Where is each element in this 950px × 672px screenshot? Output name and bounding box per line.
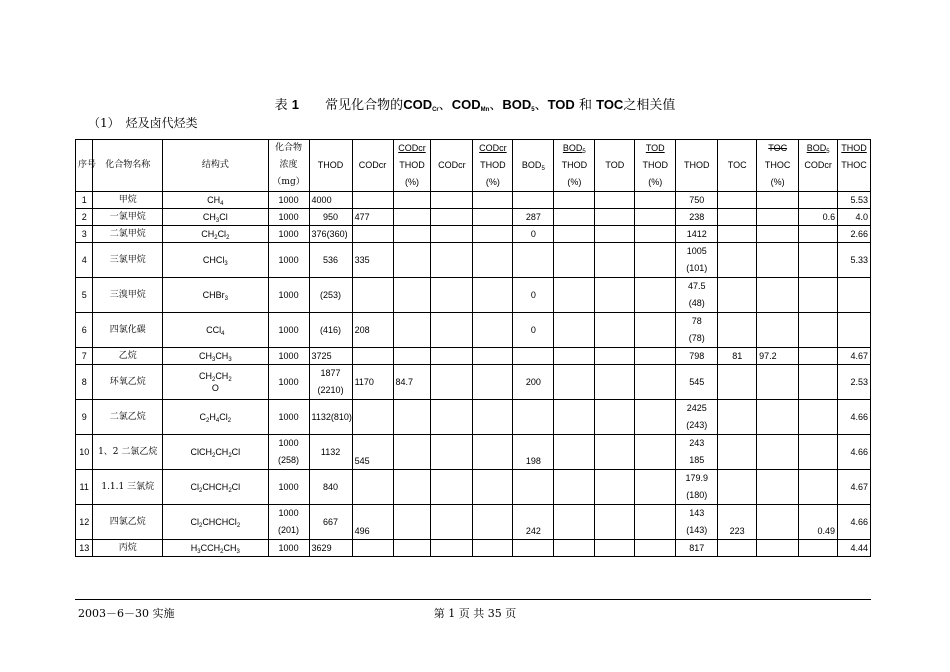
table-cell: 238 xyxy=(676,209,718,226)
table-cell xyxy=(473,400,513,435)
table-cell: 1000 xyxy=(268,400,309,435)
table-cell: $C_2H_4Cl_2$ xyxy=(163,400,269,435)
table-cell: 1 xyxy=(76,192,93,209)
header-codcr-thod-pct-2: CODcr THOD (%) xyxy=(473,140,513,192)
table-cell: 6 xyxy=(76,313,93,348)
table-cell: 1000 xyxy=(268,243,309,278)
table-cell: 0.49 xyxy=(799,505,838,540)
table-cell: $CH_3CH_3$ xyxy=(163,348,269,365)
table-cell xyxy=(757,540,799,557)
table-cell: 环氧乙烷 xyxy=(93,365,163,400)
table-cell xyxy=(393,470,431,505)
table-cell: 2.66 xyxy=(838,226,871,243)
table-cell: 1412 xyxy=(676,226,718,243)
table-cell xyxy=(431,226,473,243)
table-cell xyxy=(635,313,676,348)
table-cell xyxy=(718,540,757,557)
table-cell: 200 xyxy=(513,365,554,400)
table-cell: 287 xyxy=(513,209,554,226)
table-cell: 1000 xyxy=(268,470,309,505)
table-cell: 7 xyxy=(76,348,93,365)
table-cell xyxy=(595,540,635,557)
title-text: 常见化合物的 xyxy=(325,98,404,113)
table-cell: 四氯乙烷 xyxy=(93,505,163,540)
table-cell: 179.9 (180) xyxy=(676,470,718,505)
table-cell xyxy=(473,278,513,313)
table-cell xyxy=(393,348,431,365)
table-cell xyxy=(635,192,676,209)
table-cell xyxy=(352,348,393,365)
table-cell: CCl$_4$ xyxy=(163,313,269,348)
table-cell xyxy=(554,192,595,209)
table-cell xyxy=(635,365,676,400)
table-cell xyxy=(757,278,799,313)
header-formula: 结构式 xyxy=(163,140,269,192)
table-cell xyxy=(799,226,838,243)
table-cell xyxy=(595,348,635,365)
table-cell: 乙烷 xyxy=(93,348,163,365)
table-cell xyxy=(757,192,799,209)
table-cell xyxy=(718,243,757,278)
table-cell: 2.53 xyxy=(838,365,871,400)
table-cell: 817 xyxy=(676,540,718,557)
table-cell: 1000 xyxy=(268,226,309,243)
table-cell xyxy=(473,435,513,470)
table-cell xyxy=(473,365,513,400)
table-cell: 840 xyxy=(309,470,352,505)
table-cell: 3629 xyxy=(309,540,352,557)
table-cell xyxy=(757,313,799,348)
table-cell xyxy=(554,505,595,540)
table-cell: 242 xyxy=(513,505,554,540)
table-cell xyxy=(513,348,554,365)
table-cell: 335 xyxy=(352,243,393,278)
table-cell xyxy=(635,209,676,226)
table-cell: 9 xyxy=(76,400,93,435)
table-cell xyxy=(554,400,595,435)
table-cell xyxy=(718,313,757,348)
table-cell xyxy=(838,313,871,348)
title-cod-cr: $COD_{Cr}$ xyxy=(403,97,439,113)
table-cell xyxy=(431,365,473,400)
section-heading: （1） 烃及卤代烃类 xyxy=(88,116,198,130)
table-cell xyxy=(757,243,799,278)
table-cell: 3725 xyxy=(309,348,352,365)
table-cell: 二氯乙烷 xyxy=(93,400,163,435)
table-row xyxy=(76,226,871,243)
table-cell xyxy=(799,313,838,348)
table-cell: 47.5 (48) xyxy=(676,278,718,313)
table-cell xyxy=(431,209,473,226)
table-cell xyxy=(635,540,676,557)
table-cell xyxy=(757,470,799,505)
table-cell: 198 xyxy=(513,435,554,470)
table-cell: 0 xyxy=(513,226,554,243)
title-toc: TOC xyxy=(596,97,624,112)
table-cell xyxy=(431,505,473,540)
header-toc-thoc-pct: TOC THOC (%) xyxy=(757,140,799,192)
title-number: 1 xyxy=(291,97,300,112)
table-cell: 三溴甲烷 xyxy=(93,278,163,313)
table-cell xyxy=(595,243,635,278)
table-cell xyxy=(635,278,676,313)
table-cell: 1000 (201) xyxy=(268,505,309,540)
table-cell xyxy=(393,243,431,278)
table-cell xyxy=(554,470,595,505)
table-cell: 4.66 xyxy=(838,435,871,470)
table-cell: $CH_3Cl$ xyxy=(163,209,269,226)
table-cell xyxy=(757,226,799,243)
table-cell xyxy=(352,540,393,557)
table-row xyxy=(76,209,871,226)
table-cell xyxy=(473,226,513,243)
table-cell xyxy=(595,470,635,505)
table-cell: 667 xyxy=(309,505,352,540)
table-cell: 丙烷 xyxy=(93,540,163,557)
table-cell xyxy=(393,505,431,540)
header-name: 化合物名称 xyxy=(93,140,163,192)
table-cell: 4.66 xyxy=(838,400,871,435)
table-cell xyxy=(431,192,473,209)
table-cell xyxy=(431,435,473,470)
table-cell: 13 xyxy=(76,540,93,557)
table-cell xyxy=(718,365,757,400)
table-cell: 10 xyxy=(76,435,93,470)
table-cell: 5.33 xyxy=(838,243,871,278)
table-cell: 750 xyxy=(676,192,718,209)
header-row xyxy=(76,140,871,192)
table-cell xyxy=(554,435,595,470)
table-title: 表 1 常见化合物的$COD_{Cr}$、$COD_{Mn}$、$BOD_5$、TOD 和 TOC之相关值 xyxy=(274,97,676,113)
table-cell xyxy=(718,226,757,243)
footer-page-number: 第 1 页 共 35 页 xyxy=(433,607,517,620)
table-cell: 545 xyxy=(352,435,393,470)
table-cell xyxy=(635,400,676,435)
table-cell: 三氯甲烷 xyxy=(93,243,163,278)
table-cell xyxy=(431,348,473,365)
header-tod-thod-pct: TOD THOD (%) xyxy=(635,140,676,192)
table-cell xyxy=(595,209,635,226)
table-cell: 950 xyxy=(309,209,352,226)
table-cell xyxy=(799,348,838,365)
table-cell: $Cl_2CHCH_2Cl$ xyxy=(163,470,269,505)
table-cell: 11 xyxy=(76,470,93,505)
table-cell xyxy=(513,540,554,557)
table-row xyxy=(76,435,871,470)
table-cell: 1132(810) xyxy=(309,400,352,435)
table-cell: 477 xyxy=(352,209,393,226)
table-cell: 3 xyxy=(76,226,93,243)
table-cell xyxy=(473,313,513,348)
table-cell xyxy=(799,540,838,557)
table-cell xyxy=(595,313,635,348)
table-cell: 1132 xyxy=(309,435,352,470)
table-cell xyxy=(513,470,554,505)
table-cell xyxy=(718,192,757,209)
table-cell xyxy=(431,540,473,557)
footer-divider xyxy=(75,599,871,600)
table-cell: 243 185 xyxy=(676,435,718,470)
table-cell: 0.6 xyxy=(799,209,838,226)
table-cell xyxy=(473,470,513,505)
table-cell: 1000 xyxy=(268,540,309,557)
table-cell: 1.1.1 三氯烷 xyxy=(93,470,163,505)
table-cell xyxy=(431,470,473,505)
table-cell: 81 xyxy=(718,348,757,365)
header-tod: TOD xyxy=(595,140,635,192)
table-cell: $Cl_2CHCHCl_2$ xyxy=(163,505,269,540)
table-cell xyxy=(595,435,635,470)
table-row xyxy=(76,505,871,540)
table-cell xyxy=(635,505,676,540)
table-cell xyxy=(393,540,431,557)
table-cell: 78 (78) xyxy=(676,313,718,348)
table-cell: 4 xyxy=(76,243,93,278)
table-cell xyxy=(431,243,473,278)
table-cell xyxy=(757,365,799,400)
table-cell xyxy=(473,348,513,365)
table-cell xyxy=(595,278,635,313)
table-cell: $H_3CCH_2CH_3$ xyxy=(163,540,269,557)
table-cell xyxy=(718,278,757,313)
table-cell xyxy=(554,540,595,557)
table-row xyxy=(76,192,871,209)
table-cell xyxy=(393,435,431,470)
table-cell: 1000 (258) xyxy=(268,435,309,470)
table-cell xyxy=(473,209,513,226)
title-cod-mn: $COD_{Mn}$ xyxy=(451,97,490,113)
table-cell: 四氯化碳 xyxy=(93,313,163,348)
table-row xyxy=(76,540,871,557)
table-cell xyxy=(473,192,513,209)
table-cell xyxy=(393,209,431,226)
header-thod-thoc: THOD THOC xyxy=(838,140,871,192)
footer-date: 2003－6－30 实施 xyxy=(78,607,175,620)
table-cell: 1000 xyxy=(268,313,309,348)
table-cell xyxy=(718,209,757,226)
table-cell xyxy=(595,365,635,400)
table-cell: 1877 (2210) xyxy=(309,365,352,400)
table-cell xyxy=(473,540,513,557)
table-cell: 1000 xyxy=(268,365,309,400)
table-cell: 798 xyxy=(676,348,718,365)
header-toc: TOC xyxy=(718,140,757,192)
table-cell xyxy=(431,278,473,313)
table-cell: 4000 xyxy=(309,192,352,209)
table-cell xyxy=(799,365,838,400)
table-cell xyxy=(838,278,871,313)
table-cell xyxy=(635,348,676,365)
table-cell xyxy=(431,313,473,348)
table-cell xyxy=(799,243,838,278)
table-cell xyxy=(473,505,513,540)
table-cell: 2425 (243) xyxy=(676,400,718,435)
table-cell xyxy=(635,243,676,278)
table-cell xyxy=(595,226,635,243)
table-cell xyxy=(352,470,393,505)
header-no: 序号 xyxy=(76,140,93,192)
table-cell xyxy=(799,435,838,470)
table-cell: 0 xyxy=(513,278,554,313)
table-cell xyxy=(352,400,393,435)
table-cell: CHCl$_3$ xyxy=(163,243,269,278)
header-thod-2: THOD xyxy=(676,140,718,192)
table-cell: 496 xyxy=(352,505,393,540)
header-bod5-codcr: $BOD_5$ CODcr xyxy=(799,140,838,192)
table-cell xyxy=(393,313,431,348)
table-cell xyxy=(393,400,431,435)
table-row xyxy=(76,348,871,365)
table-cell: (416) xyxy=(309,313,352,348)
table-cell: 4.0 xyxy=(838,209,871,226)
table-cell xyxy=(554,348,595,365)
table-cell: 2 xyxy=(76,209,93,226)
table-cell: 536 xyxy=(309,243,352,278)
table-cell xyxy=(554,226,595,243)
table-cell xyxy=(513,400,554,435)
table-cell xyxy=(635,226,676,243)
table-cell xyxy=(757,209,799,226)
table-cell xyxy=(393,226,431,243)
table-row xyxy=(76,470,871,505)
table-cell xyxy=(352,278,393,313)
table-cell xyxy=(718,400,757,435)
header-codcr-2: CODcr xyxy=(431,140,473,192)
table-cell: 1000 xyxy=(268,348,309,365)
table-row xyxy=(76,400,871,435)
header-codcr: CODcr xyxy=(352,140,393,192)
header-bod5-thod-pct: $BOD_5$ THOD (%) xyxy=(554,140,595,192)
table-cell: $ClCH_2CH_2Cl$ xyxy=(163,435,269,470)
table-cell: 4.67 xyxy=(838,470,871,505)
table-cell xyxy=(473,243,513,278)
table-cell: 一氯甲烷 xyxy=(93,209,163,226)
table-cell: 1005 (101) xyxy=(676,243,718,278)
table-cell: 5.53 xyxy=(838,192,871,209)
table-cell xyxy=(393,192,431,209)
table-cell: 208 xyxy=(352,313,393,348)
table-cell: 1170 xyxy=(352,365,393,400)
table-cell: 12 xyxy=(76,505,93,540)
table-row xyxy=(76,365,871,400)
data-table xyxy=(75,139,871,557)
table-cell xyxy=(393,278,431,313)
table-cell xyxy=(595,192,635,209)
table-cell xyxy=(595,400,635,435)
table-cell xyxy=(635,470,676,505)
table-cell: 97.2 xyxy=(757,348,799,365)
table-cell: 545 xyxy=(676,365,718,400)
table-cell xyxy=(431,400,473,435)
table-cell: 1、2 二氯乙烷 xyxy=(93,435,163,470)
table-cell xyxy=(799,192,838,209)
table-cell: 4.44 xyxy=(838,540,871,557)
table-cell xyxy=(352,192,393,209)
table-cell: 甲烷 xyxy=(93,192,163,209)
table-cell: 4.67 xyxy=(838,348,871,365)
header-thod: THOD xyxy=(309,140,352,192)
table-cell: $CH_2Cl_2$ xyxy=(163,226,269,243)
table-cell xyxy=(757,400,799,435)
table-cell: CHBr$_3$ xyxy=(163,278,269,313)
table-cell: 二氯甲烷 xyxy=(93,226,163,243)
table-cell xyxy=(513,243,554,278)
title-bod: $BOD_5$ xyxy=(502,97,535,113)
table-cell xyxy=(799,400,838,435)
table-cell xyxy=(799,278,838,313)
table-cell xyxy=(554,243,595,278)
table-cell: 4.66 xyxy=(838,505,871,540)
table-cell xyxy=(554,365,595,400)
header-concentration: 化合物 浓度 （mg） xyxy=(268,140,309,192)
table-cell xyxy=(554,209,595,226)
table-row xyxy=(76,243,871,278)
header-codcr-thod-pct: CODcr THOD (%) xyxy=(393,140,431,192)
table-cell: 1000 xyxy=(268,209,309,226)
table-cell: 84.7 xyxy=(393,365,431,400)
table-cell xyxy=(554,313,595,348)
table-cell xyxy=(635,435,676,470)
table-cell: 1000 xyxy=(268,192,309,209)
table-cell xyxy=(757,505,799,540)
table-cell xyxy=(352,226,393,243)
table-cell: $CH_4$ xyxy=(163,192,269,209)
table-cell: 223 xyxy=(718,505,757,540)
table-cell: 8 xyxy=(76,365,93,400)
table-cell: (253) xyxy=(309,278,352,313)
table-cell: $CH_2CH_2$ O xyxy=(163,365,269,400)
table-cell xyxy=(757,435,799,470)
table-cell: 376(360) xyxy=(309,226,352,243)
table-cell xyxy=(595,505,635,540)
table-cell: 1000 xyxy=(268,278,309,313)
table-cell: 0 xyxy=(513,313,554,348)
header-bod5: $BOD_5$ xyxy=(513,140,554,192)
table-row xyxy=(76,313,871,348)
table-cell xyxy=(718,470,757,505)
table-cell: 143 (143) xyxy=(676,505,718,540)
title-tod: TOD xyxy=(547,97,575,112)
table-row xyxy=(76,278,871,313)
table-cell: 5 xyxy=(76,278,93,313)
table-cell xyxy=(513,192,554,209)
table-cell xyxy=(718,435,757,470)
table-cell xyxy=(554,278,595,313)
table-cell xyxy=(799,470,838,505)
title-prefix: 表 xyxy=(274,98,288,113)
